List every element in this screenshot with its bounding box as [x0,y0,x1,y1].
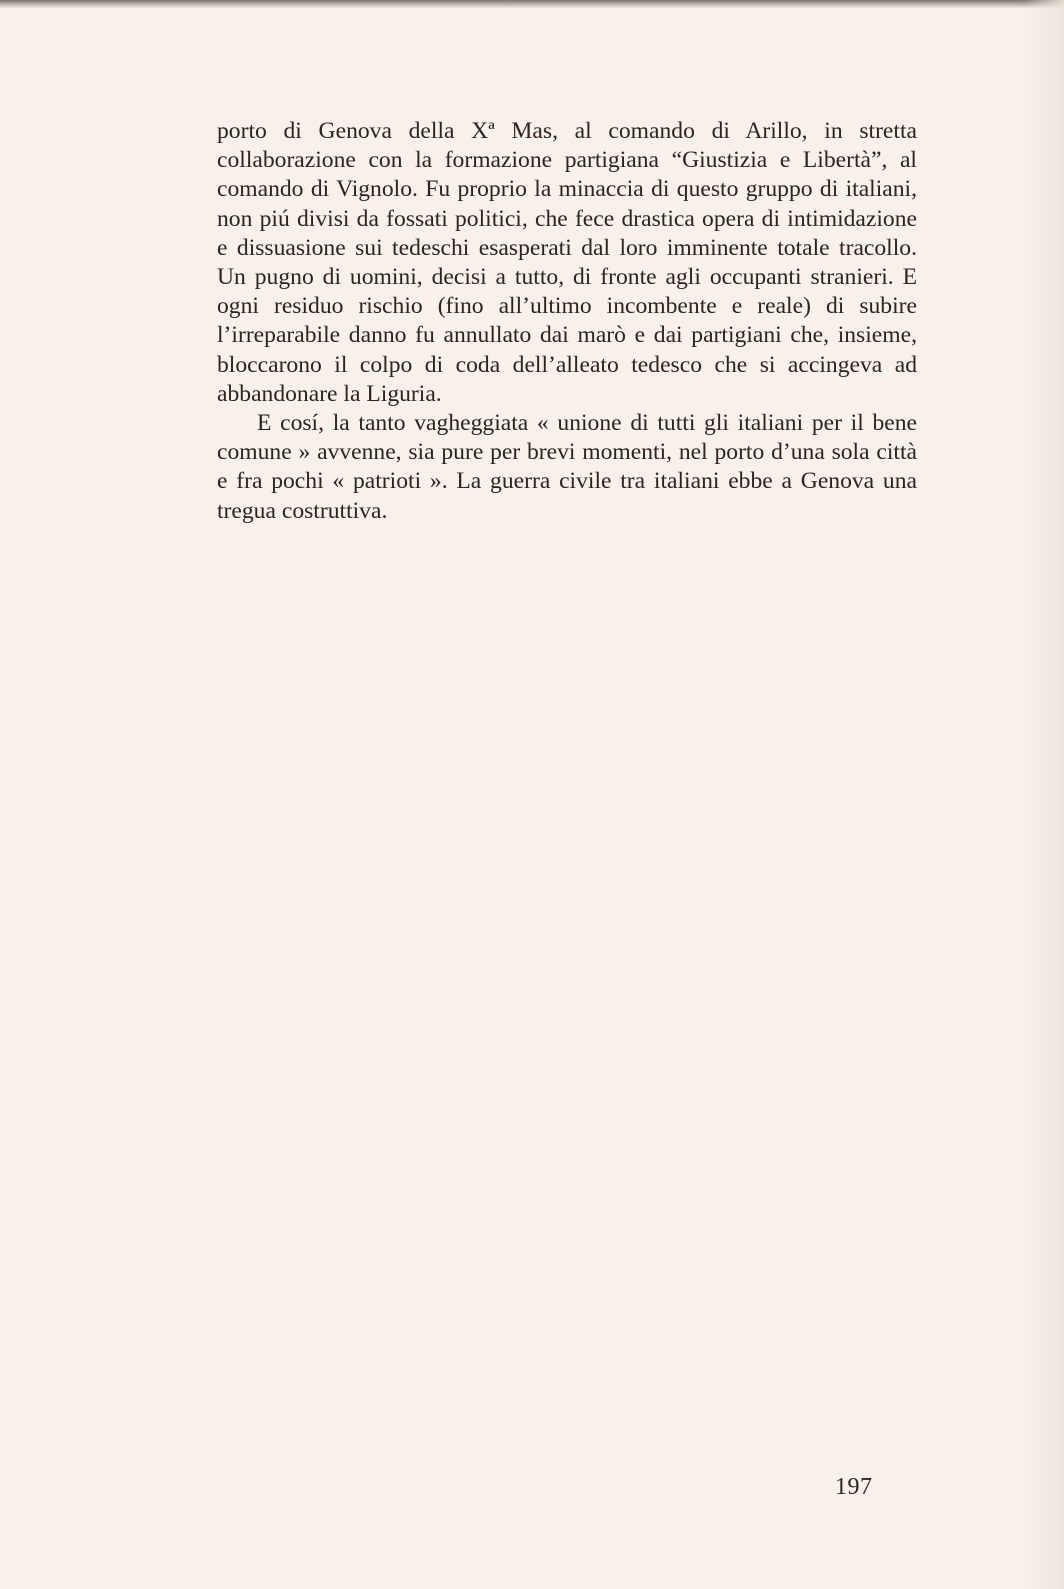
page-number: 197 [835,1474,873,1500]
body-text [217,117,917,526]
page-top-edge [0,0,1064,8]
paragraph-2: E cosí, la tanto vagheggiata « unione di tutti gli italiani per il bene comune » avvenne, sia pure per brevi momenti, nel porto d’una sola città e fra pochi « patrioti ». La guerra civile tra italiani ebbe a Genova una tregua costruttiva. [217,410,917,524]
page-edge-shadow [1024,0,1064,1589]
paragraph-1: porto di Genova della Xª Mas, al comando di Arillo, in stretta collaborazione con la formazione partigiana “Giustizia e Libertà”, al comando di Vignolo. Fu proprio la minaccia di questo gruppo di italiani, non piú divisi da fossati politici, che fece drastica opera di intimidazione e dissuasione sui tedeschi esasperati dal loro imminente totale tracollo. Un pugno di uomini, decisi a tutto, di fronte agli occupanti stranieri. E ogni residuo rischio (fino all’ultimo incombente e reale) di subire l’irreparabile danno fu annullato dai marò e dai partigiani che, insieme, bloccarono il colpo di coda dell’alleato tedesco che si accingeva ad abbandonare la Liguria. [217,118,917,407]
